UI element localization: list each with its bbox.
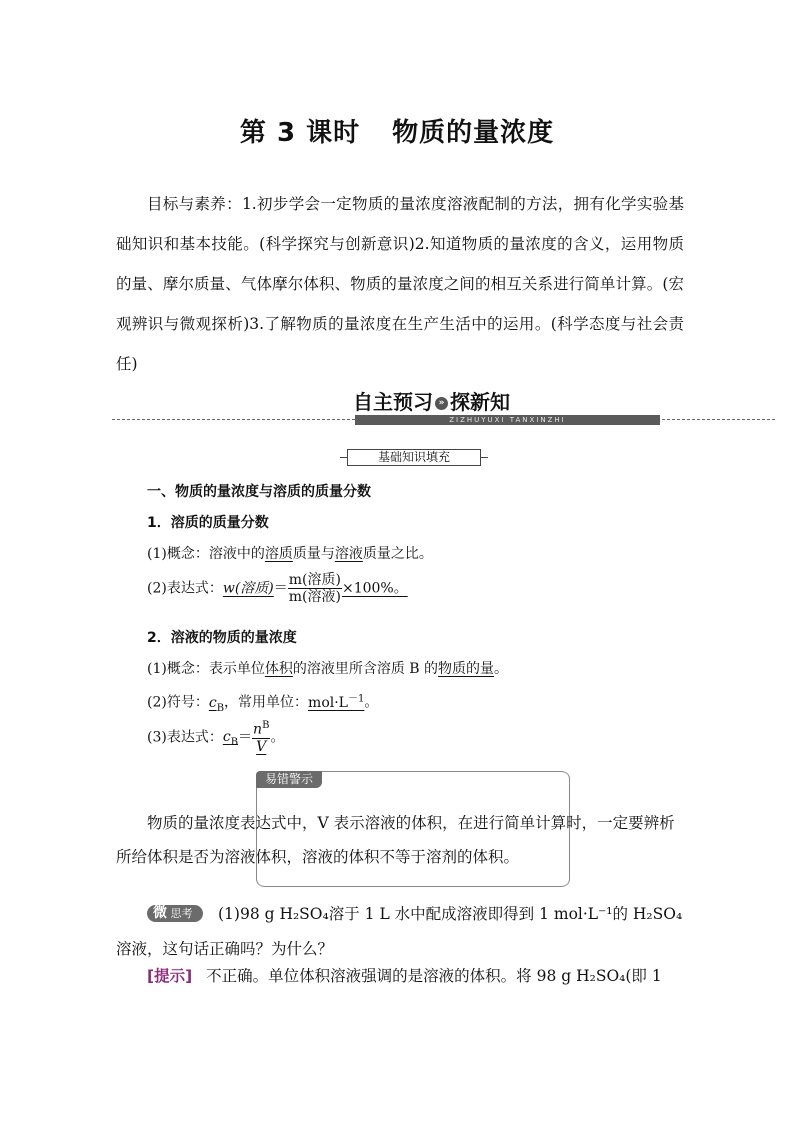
objectives-paragraph: 目标与素养：1.初步学会一定物质的量浓度溶液配制的方法，拥有化学实验基础知识和基本技能。(科学探究与创新意识)2.知道物质的量浓度的含义，运用物质的量、摩尔质量、气体摩尔体积、物质的量浓度之间的相互关系进行简单计算。(宏观辨识与微观探析)3.了解物质的量浓度在生产生活中的运用。(科学态度与社会责任) bbox=[116, 195, 684, 373]
blank-symbol: $c_B$ bbox=[208, 694, 225, 714]
concept-molarity: (1)概念：表示单位体积的溶液里所含溶质 B 的物质的量。 bbox=[147, 661, 509, 677]
formula-mass-fraction: (2)表达式：w(溶质)＝ $\frac{\text{m(溶质)}}{\text{m(溶液)}}$ ×100%。 bbox=[147, 572, 408, 606]
banner-pinyin: ZIZHUYUXI TANXINZHI bbox=[355, 415, 660, 425]
formula-molarity: (3)表达式：$c_B=$ $\frac{n^B}{V}$ 。 bbox=[147, 720, 285, 755]
warning-label: 易错警示 bbox=[256, 771, 322, 788]
section-banner bbox=[112, 386, 775, 432]
warning-text: 物质的量浓度表达式中，V 表示溶液的体积，在进行简单计算时，一定要辨析所给体积是否为溶液体积，溶液的体积不等于溶剂的体积。 bbox=[116, 814, 675, 866]
section-tag: 基础知识填充 bbox=[347, 449, 481, 466]
formula-tail: ×100%。 bbox=[341, 580, 408, 597]
concept-mass-fraction: (1)概念：溶液中的溶质质量与溶液质量之比。 bbox=[147, 546, 433, 562]
arrow-icon: » bbox=[435, 397, 448, 410]
fraction: $\frac{\text{m(溶质)}}{\text{m(溶液)}}$ bbox=[288, 572, 341, 606]
hint-line bbox=[147, 964, 662, 986]
blank-solute: 溶质 bbox=[264, 546, 293, 562]
blank-volume: 体积 bbox=[264, 661, 293, 677]
heading-1: 一、物质的量浓度与溶质的质量分数 bbox=[147, 484, 371, 500]
banner-right-text: 探新知 bbox=[450, 390, 510, 414]
think-question: (1)98 g H₂SO₄溶于 1 L 水中配成溶液即得到 1 mol·L⁻¹的 H₂SO₄溶液，这句话正确吗？为什么？ bbox=[116, 905, 683, 958]
fraction-2: $\frac{n^B}{V}$ bbox=[253, 720, 270, 755]
hint-text: 不正确。单位体积溶液强调的是溶液的体积。将 98 g H₂SO₄(即 1 bbox=[206, 967, 662, 985]
banner-heading bbox=[353, 386, 543, 416]
blank-amount: 物质的量 bbox=[438, 661, 495, 677]
formula2-lhs: $c_B$ bbox=[222, 729, 239, 749]
lesson-number: 第 3 课时 bbox=[239, 118, 361, 148]
formula-lhs: w(溶质) bbox=[222, 580, 274, 597]
symbol-unit-line: (2)符号：$c_B$，常用单位：$mol\cdot L^{-1}$。 bbox=[147, 693, 379, 714]
lesson-topic: 物质的量浓度 bbox=[392, 118, 555, 148]
blank-solution: 溶液 bbox=[334, 546, 363, 562]
subheading-mass-fraction: 1．溶质的质量分数 bbox=[147, 515, 269, 531]
banner-left-text: 自主预习 bbox=[353, 390, 433, 414]
subheading-molarity: 2．溶液的物质的量浓度 bbox=[147, 630, 297, 646]
think-badge: 微 思考 bbox=[147, 905, 203, 922]
hint-label: [提示] bbox=[147, 967, 193, 985]
blank-unit: $mol\cdot L^{-1}$ bbox=[308, 693, 365, 711]
page-title bbox=[0, 112, 794, 149]
